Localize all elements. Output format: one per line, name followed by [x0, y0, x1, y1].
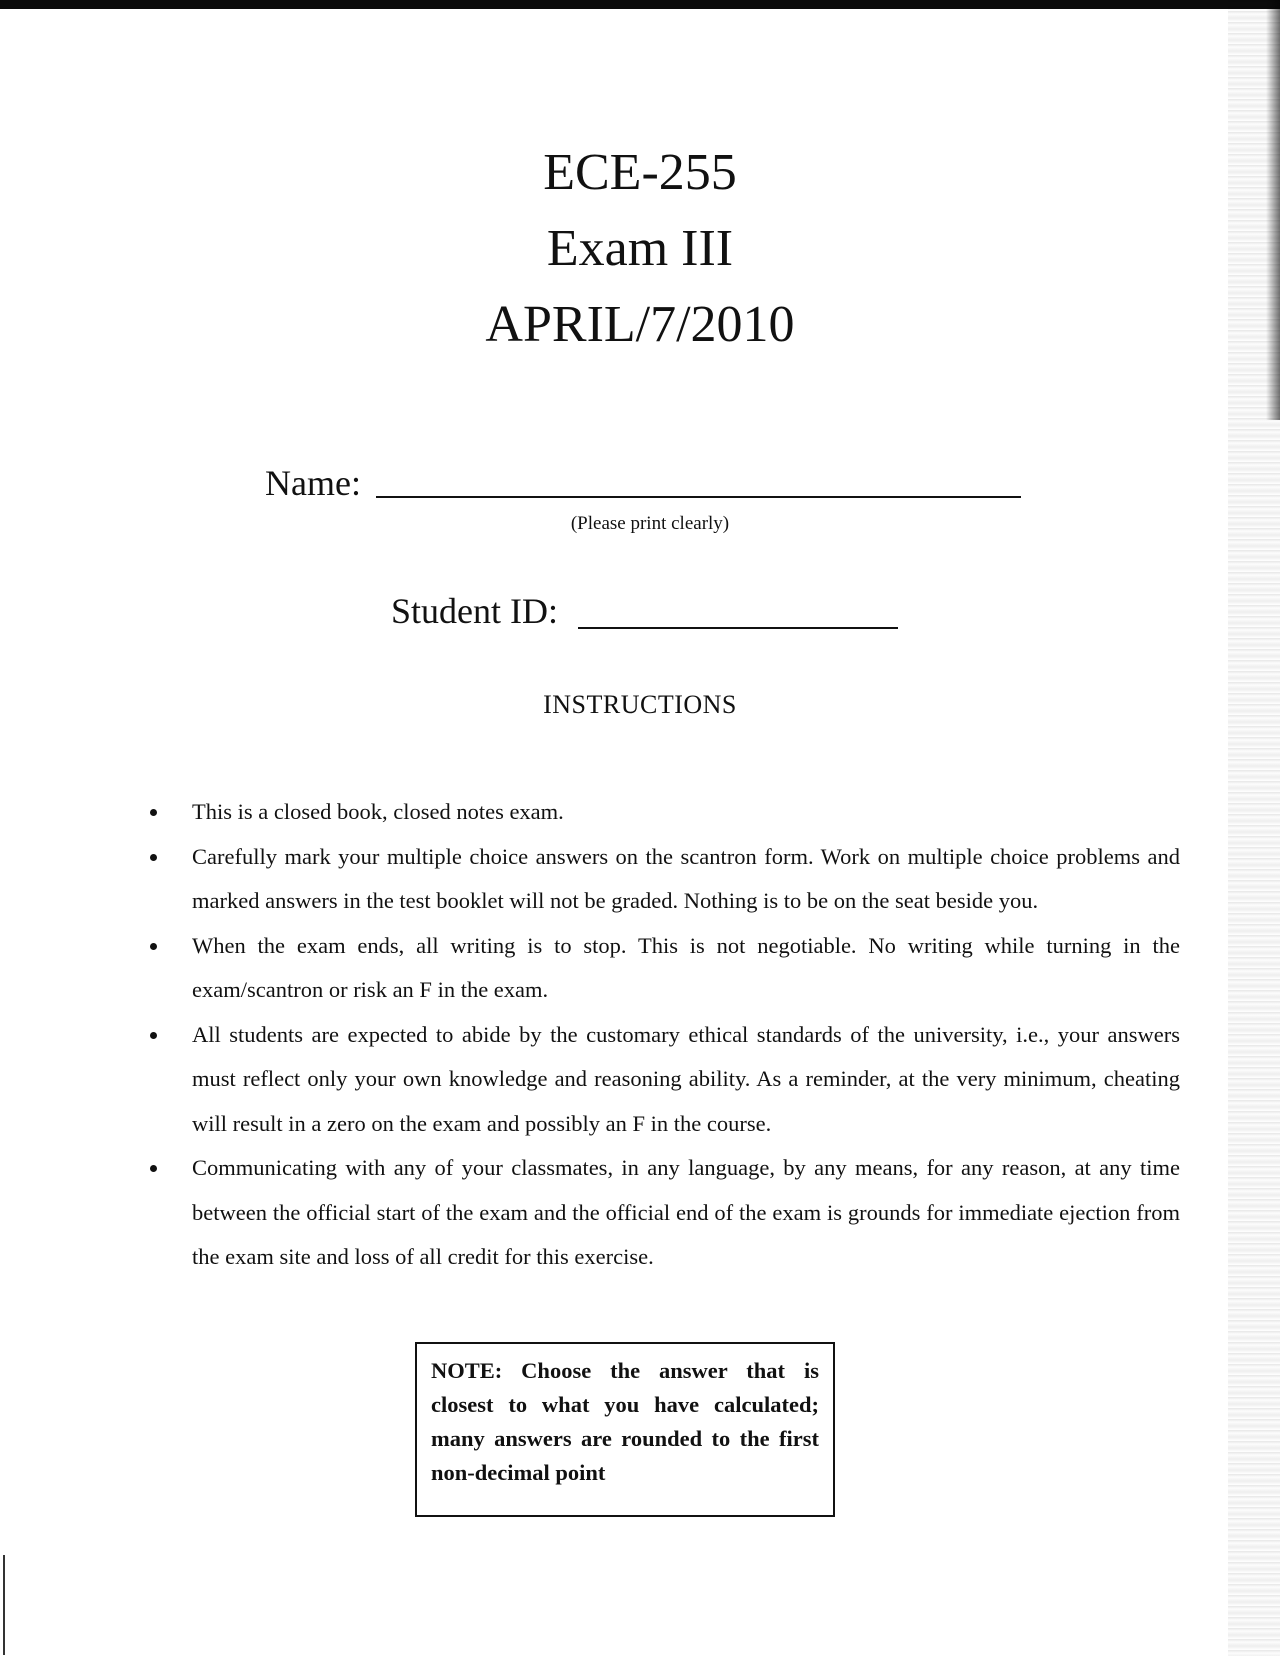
instruction-item — [150, 790, 1180, 835]
exam-title: Exam III — [546, 220, 734, 277]
bullet-icon — [150, 1165, 157, 1172]
student-id-label: Student ID: — [391, 591, 558, 631]
name-field-line[interactable] — [376, 496, 1021, 498]
instructions-list — [150, 790, 1180, 1280]
note-box: NOTE: Choose the answer that is closest to what you have calculated; many answers are rounded to the first non-decimal point — [415, 1342, 835, 1517]
instructions-heading: INSTRUCTIONS — [543, 690, 737, 719]
exam-title-block — [0, 135, 1280, 363]
instruction-text: When the exam ends, all writing is to stop. This is not negotiable. No writing while turning in the exam/scantron or risk an F in the exam. — [192, 932, 1180, 1002]
name-hint: (Please print clearly) — [570, 513, 730, 534]
instruction-text: All students are expected to abide by the customary ethical standards of the university, i.e., your answers must reflect only your own knowledge and reasoning ability. As a reminder, at the very minimum, cheating will result in a zero on the exam and possibly an F in the course. — [192, 1021, 1180, 1136]
student-id-field-line[interactable] — [578, 627, 898, 629]
instruction-item — [150, 1013, 1180, 1147]
instruction-item — [150, 835, 1180, 924]
bullet-icon — [150, 809, 157, 816]
exam-date: APRIL/7/2010 — [485, 296, 795, 353]
instruction-text: This is a closed book, closed notes exam. — [192, 799, 564, 824]
instruction-text: Communicating with any of your classmates, in any language, by any means, for any reason, at any time between the official start of the exam and the official end of the exam is grounds for immediate ejection from the exam site and loss of all credit for this exercise. — [192, 1155, 1180, 1269]
instruction-text: Carefully mark your multiple choice answers on the scantron form. Work on multiple choice problems and marked answers in the test booklet will not be graded. Nothing is to be on the seat beside you. — [192, 843, 1180, 913]
instruction-item — [150, 924, 1180, 1013]
course-title: ECE-255 — [543, 144, 737, 201]
bullet-icon — [150, 943, 157, 950]
instruction-item — [150, 1146, 1180, 1280]
scan-top-edge — [0, 0, 1280, 9]
bullet-icon — [150, 1032, 157, 1039]
bullet-icon — [150, 854, 157, 861]
scan-left-mark — [3, 1555, 5, 1655]
name-label: Name: — [265, 463, 361, 503]
